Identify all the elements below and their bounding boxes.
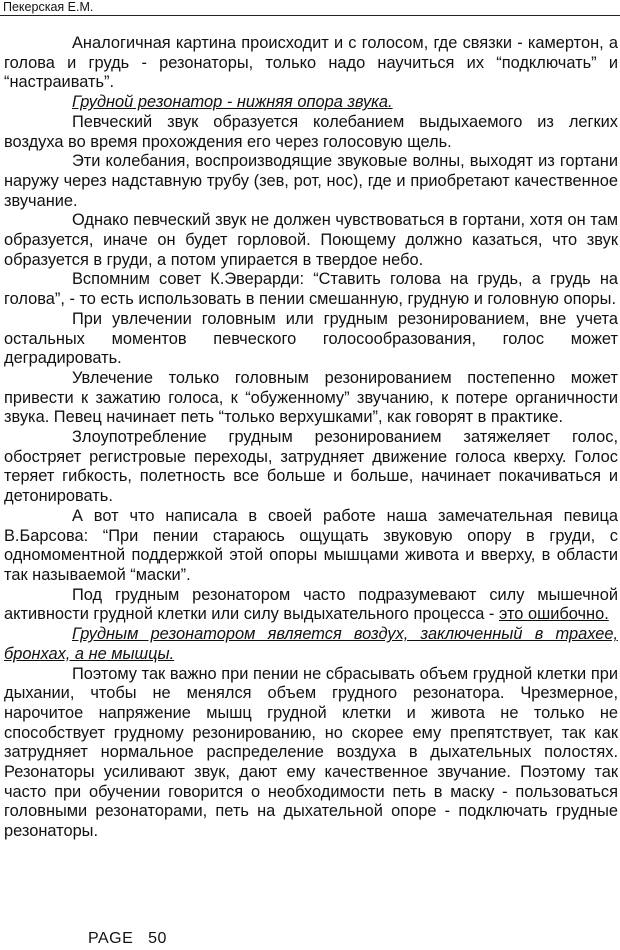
paragraph: Поэтому так важно при пении не сбрасывать объем грудной клетки при дыхании, чтобы не менялся объем грудного резонатора. Чрезмерное, нарочитое напряжение мышц грудной клетки и живота не только не способствует грудному резонированию, но скорее ему препятствует, так как затрудняет нормальное распределение воздуха в дыхательных полостях. Резонаторы усиливают звук, дают ему качественное звучание. Поэтому так часто при обучении говорится о необходимости петь в маску - пользоваться головными резонаторами, петь на дыхательной опоре - подключать грудные резонаторы. — [4, 664, 618, 841]
paragraph: Увлечение только головным резонированием постепенно может привести к зажатию голоса, к “обуженному” звучанию, к потере органичности звука. Певец начинает петь “только верхушками”, как говорят в практике. — [4, 368, 618, 427]
paragraph: Певческий звук образуется колебанием выдыхаемого из легких воздуха во время прохождения его через голосовую щель. — [4, 112, 618, 151]
paragraph — [4, 586, 618, 625]
page-footer — [88, 930, 167, 948]
page-body — [4, 34, 618, 842]
paragraph: При увлечении головным или грудным резонированием, вне учета остальных моментов певческого голосообразования, голос может деградировать. — [4, 309, 618, 368]
paragraph: Вспомним совет К.Эверарди: “Ставить голова на грудь, а грудь на голова”, - то есть использовать в пении смешанную, грудную и головную опоры. — [4, 270, 618, 309]
page-label: PAGE — [88, 930, 134, 947]
running-header-author: Пекерская Е.М. — [3, 0, 94, 14]
paragraph: Злоупотребление грудным резонированием затяжеляет голос, обостряет регистровые переходы, затрудняет движение голоса кверху. Голос теряет гибкость, полетность все больше и больше, начинает покачиваться и детонировать. — [4, 428, 618, 506]
paragraph: А вот что написала в своей работе наша замечательная певица В.Барсова: “При пении стараюсь ощущать звуковую опору в груди, с одномоментной поддержкой этой опоры мышцами живота и вверху, в области так называемой “маски”. — [4, 506, 618, 584]
paragraph: Аналогичная картина происходит и с голосом, где связки - камертон, а голова и грудь - резонаторы, только надо научиться их “подключать” и “настраивать”. — [4, 34, 618, 92]
page-number: 50 — [148, 930, 167, 947]
header-rule — [0, 15, 620, 16]
section-heading: Грудной резонатор - нижняя опора звука. — [72, 93, 393, 112]
paragraph: Однако певческий звук не должен чувствоваться в гортани, хотя он там образуется, иначе он будет горловой. Поющему должно казаться, что звук образуется в груди, а потом упирается в твердое небо. — [4, 211, 618, 269]
underlined-phrase: это ошибочно. — [498, 605, 609, 624]
paragraph: Эти колебания, воспроизводящие звуковые волны, выходят из гортани наружу через надставную трубу (зев, рот, нос), где и приобретают качественное звучание. — [4, 152, 618, 210]
paragraph-text: Под грудным резонатором часто подразумевают силу мышечной активности грудной клетки или силу выдыхательного процесса - — [4, 585, 618, 624]
emphasis-heading: Грудным резонатором является воздух, заключенный в трахее, бронхах, а не мышцы. — [4, 625, 618, 663]
